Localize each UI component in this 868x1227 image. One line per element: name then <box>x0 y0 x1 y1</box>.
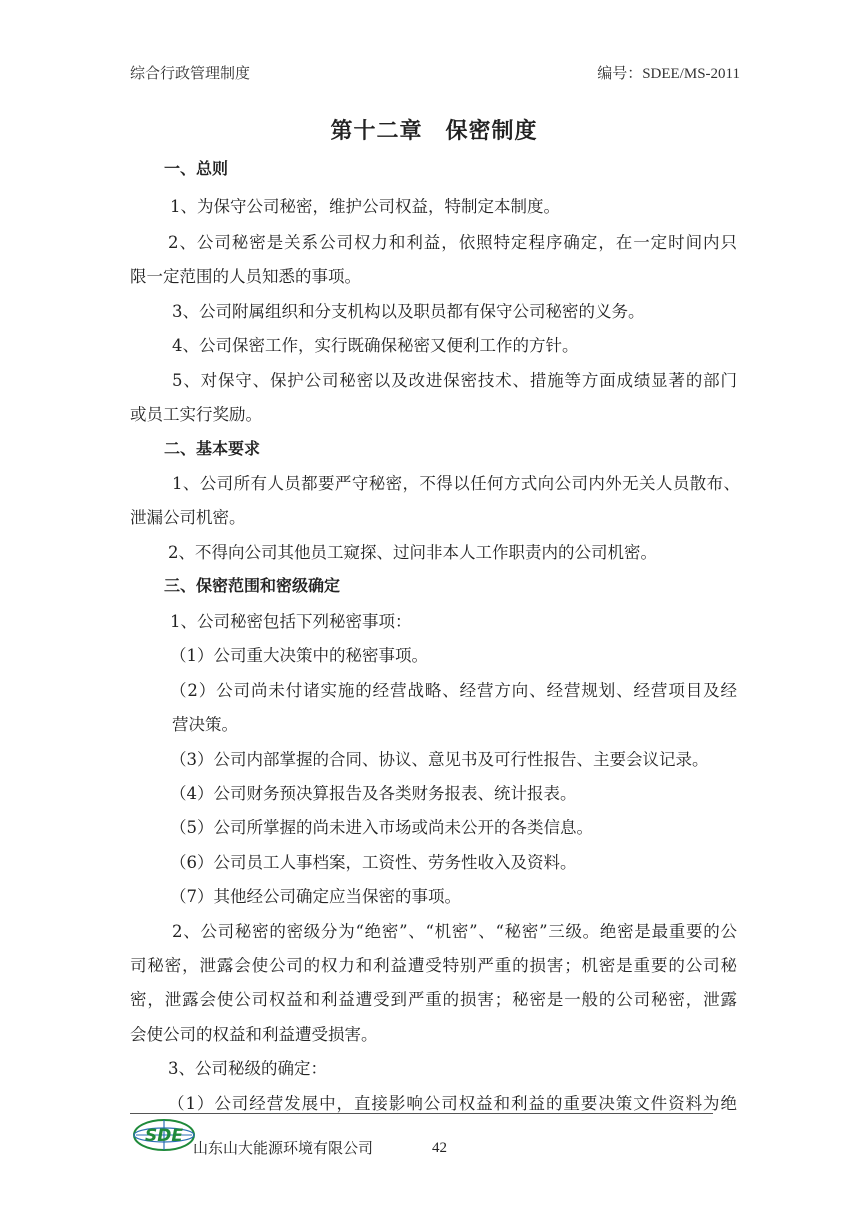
paragraph-line: 1、公司所有人员都要严守秘密，不得以任何方式向公司内外无关人员散布、 <box>172 474 740 493</box>
paragraph-line: 3、公司附属组织和分支机构以及职员都有保守公司秘密的义务。 <box>172 302 645 321</box>
list-item: （3）公司内部掌握的合同、协议、意见书及可行性报告、主要会议记录。 <box>170 750 709 769</box>
list-item: （1）公司经营发展中，直接影响公司权益和利益的重要决策文件资料为绝 <box>168 1094 737 1113</box>
company-logo <box>132 1118 196 1152</box>
paragraph-line: 2、公司秘密的密级分为“绝密”、“机密”、“秘密”三级。绝密是最重要的公 <box>172 922 737 941</box>
section-heading: 一、总则 <box>164 159 229 178</box>
list-item: 营决策。 <box>172 715 238 734</box>
paragraph-line: 或员工实行奖励。 <box>130 405 262 424</box>
company-name: 山东山大能源环境有限公司 <box>193 1139 374 1157</box>
paragraph-line: 泄漏公司机密。 <box>130 508 246 527</box>
chapter-title: 第十二章 保密制度 <box>330 119 538 144</box>
paragraph-line: 限一定范围的人员知悉的事项。 <box>130 267 361 286</box>
paragraph-line: 2、不得向公司其他员工窥探、过问非本人工作职责内的公司机密。 <box>168 543 657 562</box>
list-item: （1）公司重大决策中的秘密事项。 <box>170 646 428 665</box>
paragraph-line: 会使公司的权益和利益遭受损害。 <box>130 1025 378 1044</box>
list-item: （7）其他经公司确定应当保密的事项。 <box>170 887 461 906</box>
list-item: （2）公司尚未付诸实施的经营战略、经营方向、经营规划、经营项目及经 <box>170 681 737 700</box>
paragraph-line: 1、公司秘密包括下列秘密事项： <box>170 612 412 631</box>
footer-rule <box>130 1113 713 1114</box>
section-heading: 二、基本要求 <box>164 439 261 458</box>
page-header-right: 编号：SDEE/MS-2011 <box>597 66 740 82</box>
list-item: （5）公司所掌握的尚未进入市场或尚未公开的各类信息。 <box>170 818 593 837</box>
svg-text:SDE: SDE <box>145 1126 183 1146</box>
paragraph-line: 4、公司保密工作，实行既确保秘密又便利工作的方针。 <box>172 336 579 355</box>
paragraph-line: 5、对保守、保护公司秘密以及改进保密技术、措施等方面成绩显著的部门 <box>172 371 737 390</box>
paragraph-line: 3、公司秘级的确定： <box>168 1059 327 1078</box>
paragraph-line: 司秘密，泄露会使公司的权力和利益遭受特别严重的损害；机密是重要的公司秘 <box>130 956 737 975</box>
paragraph-line: 密，泄露会使公司权益和利益遭受到严重的损害；秘密是一般的公司秘密，泄露 <box>130 990 737 1009</box>
paragraph-line: 1、为保守公司秘密，维护公司权益，特制定本制度。 <box>170 197 560 216</box>
list-item: （4）公司财务预决算报告及各类财务报表、统计报表。 <box>170 784 577 803</box>
page-number: 42 <box>432 1140 447 1156</box>
page-header-left: 综合行政管理制度 <box>130 64 251 82</box>
section-heading: 三、保密范围和密级确定 <box>164 576 341 595</box>
list-item: （6）公司员工人事档案，工资性、劳务性收入及资料。 <box>170 853 577 872</box>
paragraph-line: 2、公司秘密是关系公司权力和利益，依照特定程序确定，在一定时间内只 <box>168 233 737 252</box>
